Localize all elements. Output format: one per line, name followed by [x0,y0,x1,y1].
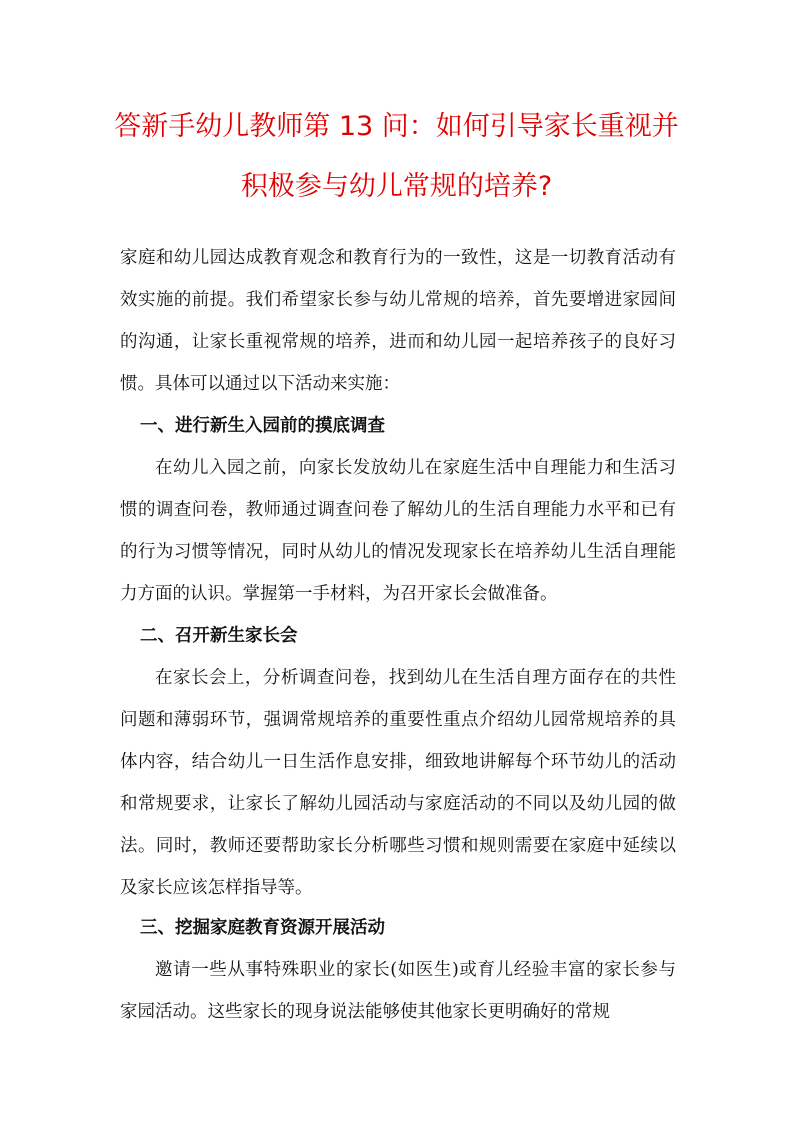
section-body-2: 在家长会上，分析调查问卷，找到幼儿在生活自理方面存在的共性问题和薄弱环节，强调常规培养的重要性重点介绍幼儿园常规培养的具体内容，结合幼儿一日生活作息安排，细致地讲解每个环节幼儿的活动和常规要求，让家长了解幼儿园活动与家庭活动的不同以及幼儿园的做法。同时，教师还要帮助家长分析哪些习惯和规则需要在家庭中延续以及家长应该怎样指导等。 [120,668,676,898]
section-heading-3: 三、挖掘家庭教育资源开展活动 [140,918,385,938]
section-heading-2: 二、召开新生家长会 [140,626,298,646]
intro-paragraph: 家庭和幼儿园达成教育观念和教育行为的一致性，这是一切教育活动有效实施的前提。我们希望家长参与幼儿常规的培养，首先要增进家园间的沟通，让家长重视常规的培养，进而和幼儿园一起培养孩子的良好习惯。具体可以通过以下活动来实施： [120,248,676,394]
document-title-line-2: 积极参与幼儿常规的培养? [240,171,553,202]
section-body-3: 邀请一些从事特殊职业的家长(如医生)或育儿经验丰富的家长参与家园活动。这些家长的现身说法能够使其他家长更明确好的常规 [120,960,676,1022]
section-body-1: 在幼儿入园之前，向家长发放幼儿在家庭生活中自理能力和生活习惯的调查问卷，教师通过调查问卷了解幼儿的生活自理能力水平和已有的行为习惯等情况，同时从幼儿的情况发现家长在培养幼儿生活自理能力方面的认识。掌握第一手材料，为召开家长会做准备。 [120,458,676,604]
section-heading-1: 一、进行新生入园前的摸底调查 [140,416,385,436]
document-title-line-1: 答新手幼儿教师第 13 问：如何引导家长重视并 [114,111,679,142]
